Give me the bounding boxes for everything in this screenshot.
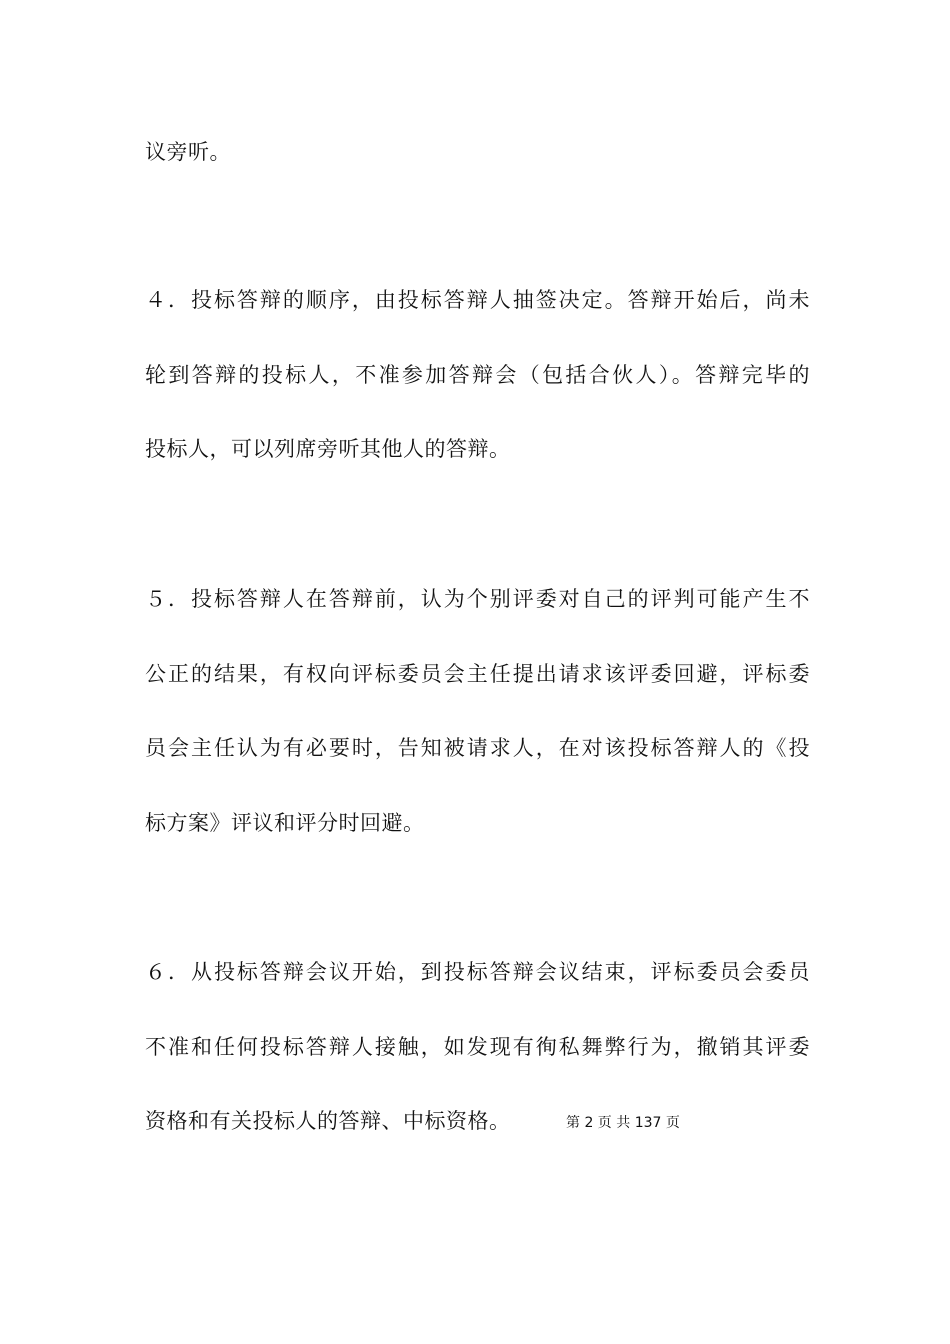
paragraph-5-line-4: 标方案》评议和评分时回避。 bbox=[145, 811, 425, 835]
paragraph-4-line-2: 轮到答辩的投标人，不准参加答辩会（包括合伙人）。答辩完毕的 bbox=[145, 363, 810, 387]
paragraph-5-line-2: 公正的结果，有权向评标委员会主任提出请求该评委回避，评标委 bbox=[145, 662, 810, 686]
paragraph-5-line-3: 员会主任认为有必要时，告知被请求人，在对该投标答辩人的《投 bbox=[145, 736, 810, 760]
paragraph-6-line-1: ６．从投标答辩会议开始，到投标答辩会议结束，评标委员会委员 bbox=[145, 960, 810, 984]
paragraph-4-line-1: ４．投标答辩的顺序，由投标答辩人抽签决定。答辩开始后，尚未 bbox=[145, 288, 810, 312]
paragraph-6-line-2: 不准和任何投标答辩人接触，如发现有徇私舞弊行为，撤销其评委 bbox=[145, 1035, 810, 1059]
paragraph-5-line-1: ５．投标答辩人在答辩前，认为个别评委对自己的评判可能产生不 bbox=[145, 587, 810, 611]
paragraph-3-tail-line: 议旁听。 bbox=[145, 140, 231, 164]
page-number-footer: 第 2 页 共 137 页 bbox=[566, 1115, 680, 1131]
paragraph-4-line-3: 投标人，可以列席旁听其他人的答辩。 bbox=[145, 437, 511, 461]
paragraph-6-line-3: 资格和有关投标人的答辩、中标资格。 bbox=[145, 1109, 511, 1133]
